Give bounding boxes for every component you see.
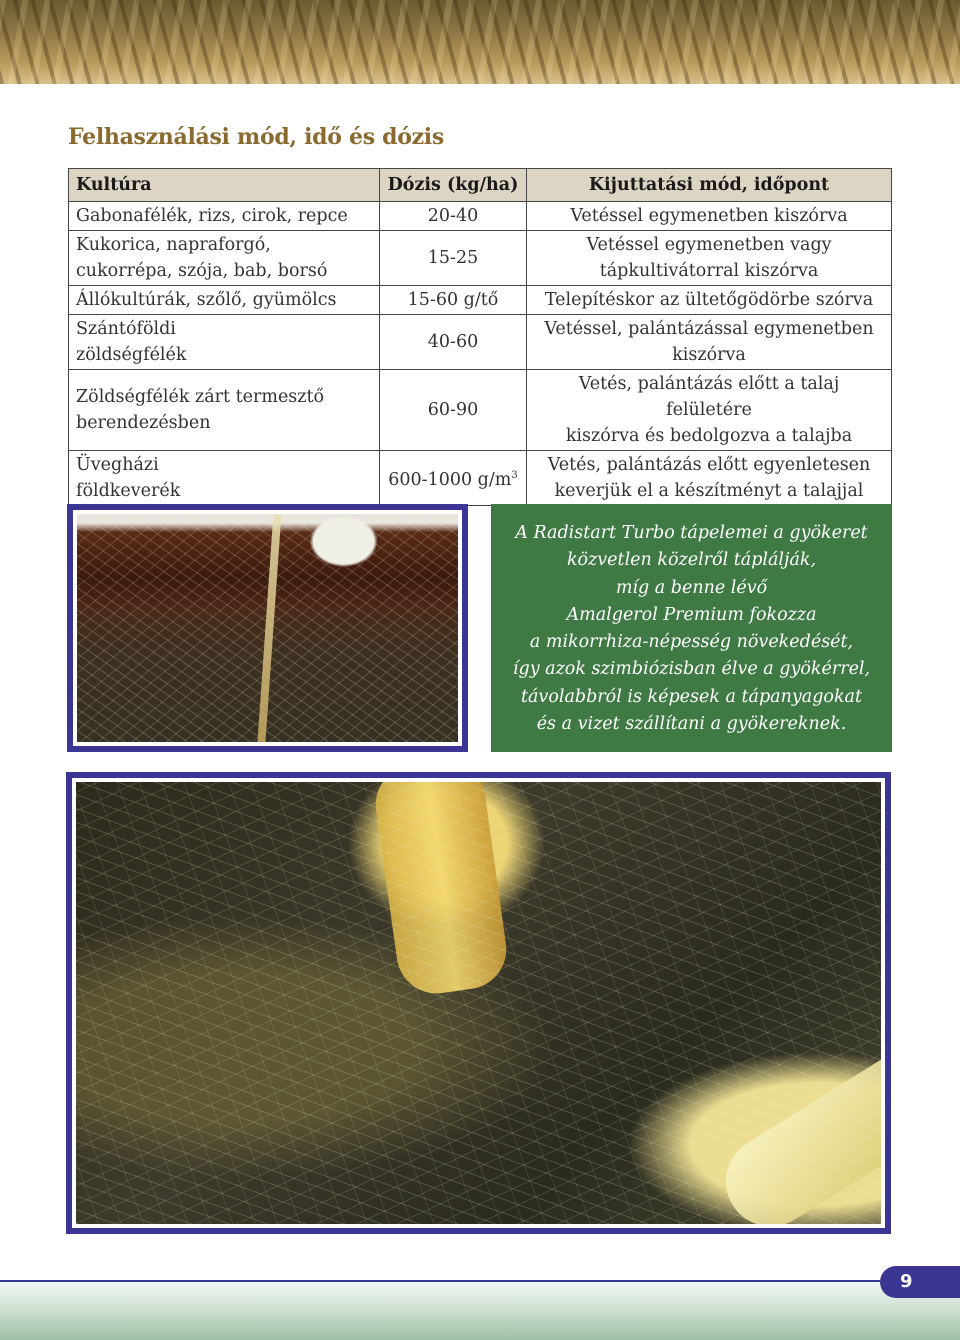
culture-cell: Kukorica, napraforgó, cukorrépa, szója, bab, borsó <box>69 231 380 286</box>
method-cell: Vetéssel egymenetben kiszórva <box>527 202 892 231</box>
dosage-table <box>68 168 892 506</box>
table-header-row <box>69 169 892 202</box>
info-line: és a vizet szállítani a gyökereknek. <box>536 714 847 735</box>
dose-cell: 15-25 <box>380 231 527 286</box>
mycorrhiza-closeup-photo <box>66 772 891 1234</box>
table-row <box>69 231 892 286</box>
column-header-culture: Kultúra <box>69 169 380 202</box>
method-cell: Vetés, palántázás előtt egyenletesen keverjük el a készítményt a talajjal <box>527 451 892 506</box>
hyphae-network <box>76 782 881 1224</box>
table-row <box>69 370 892 451</box>
dose-cell: 40-60 <box>380 315 527 370</box>
table-row <box>69 315 892 370</box>
method-cell: Vetéssel egymenetben vagy tápkultivátorral kiszórva <box>527 231 892 286</box>
footer-band <box>0 1282 960 1340</box>
dose-cell: 15-60 g/tő <box>380 286 527 315</box>
page-number: 9 <box>900 1271 913 1292</box>
column-header-dose: Dózis (kg/ha) <box>380 169 527 202</box>
info-line: Amalgerol Premium fokozza <box>566 604 817 625</box>
info-line: a mikorrhiza-népesség növekedését, <box>529 632 854 653</box>
table-row <box>69 286 892 315</box>
method-cell: Vetés, palántázás előtt a talaj felületére kiszórva és bedolgozva a talajba <box>527 370 892 451</box>
soil-roots-image <box>77 514 458 742</box>
hyphae-image <box>76 782 881 1224</box>
section-title: Felhasználási mód, idő és dózis <box>68 124 444 150</box>
method-cell: Vetéssel, palántázással egymenetben kiszórva <box>527 315 892 370</box>
culture-cell: Szántóföldi zöldségfélék <box>69 315 380 370</box>
dose-cell: 60-90 <box>380 370 527 451</box>
footer-rule <box>0 1280 880 1282</box>
dose-cell: 20-40 <box>380 202 527 231</box>
culture-cell: Gabonafélék, rizs, cirok, repce <box>69 202 380 231</box>
page-number-badge <box>880 1266 960 1298</box>
cornfield-banner-image <box>0 0 960 84</box>
dose-cell: 600-1000 $g/m^3$ <box>380 451 527 506</box>
info-line: így azok szimbiózisban élve a gyökérrel, <box>512 659 871 680</box>
culture-cell: Üvegházi földkeverék <box>69 451 380 506</box>
info-line: közvetlen közelről táplálják, <box>566 550 817 571</box>
column-header-method: Kijuttatási mód, időpont <box>527 169 892 202</box>
table-row <box>69 451 892 506</box>
culture-cell: Zöldségfélék zárt termesztő berendezésben <box>69 370 380 451</box>
table-row <box>69 202 892 231</box>
culture-cell: Állókultúrák, szőlő, gyümölcs <box>69 286 380 315</box>
method-cell: Telepítéskor az ültetőgödörbe szórva <box>527 286 892 315</box>
info-line: távolabbról is képesek a tápanyagokat <box>520 686 863 707</box>
info-box <box>491 504 892 752</box>
info-line: A Radistart Turbo tápelemei a gyökeret <box>515 523 868 543</box>
root-system-photo <box>67 504 468 752</box>
info-line: míg a benne lévő <box>615 577 768 598</box>
